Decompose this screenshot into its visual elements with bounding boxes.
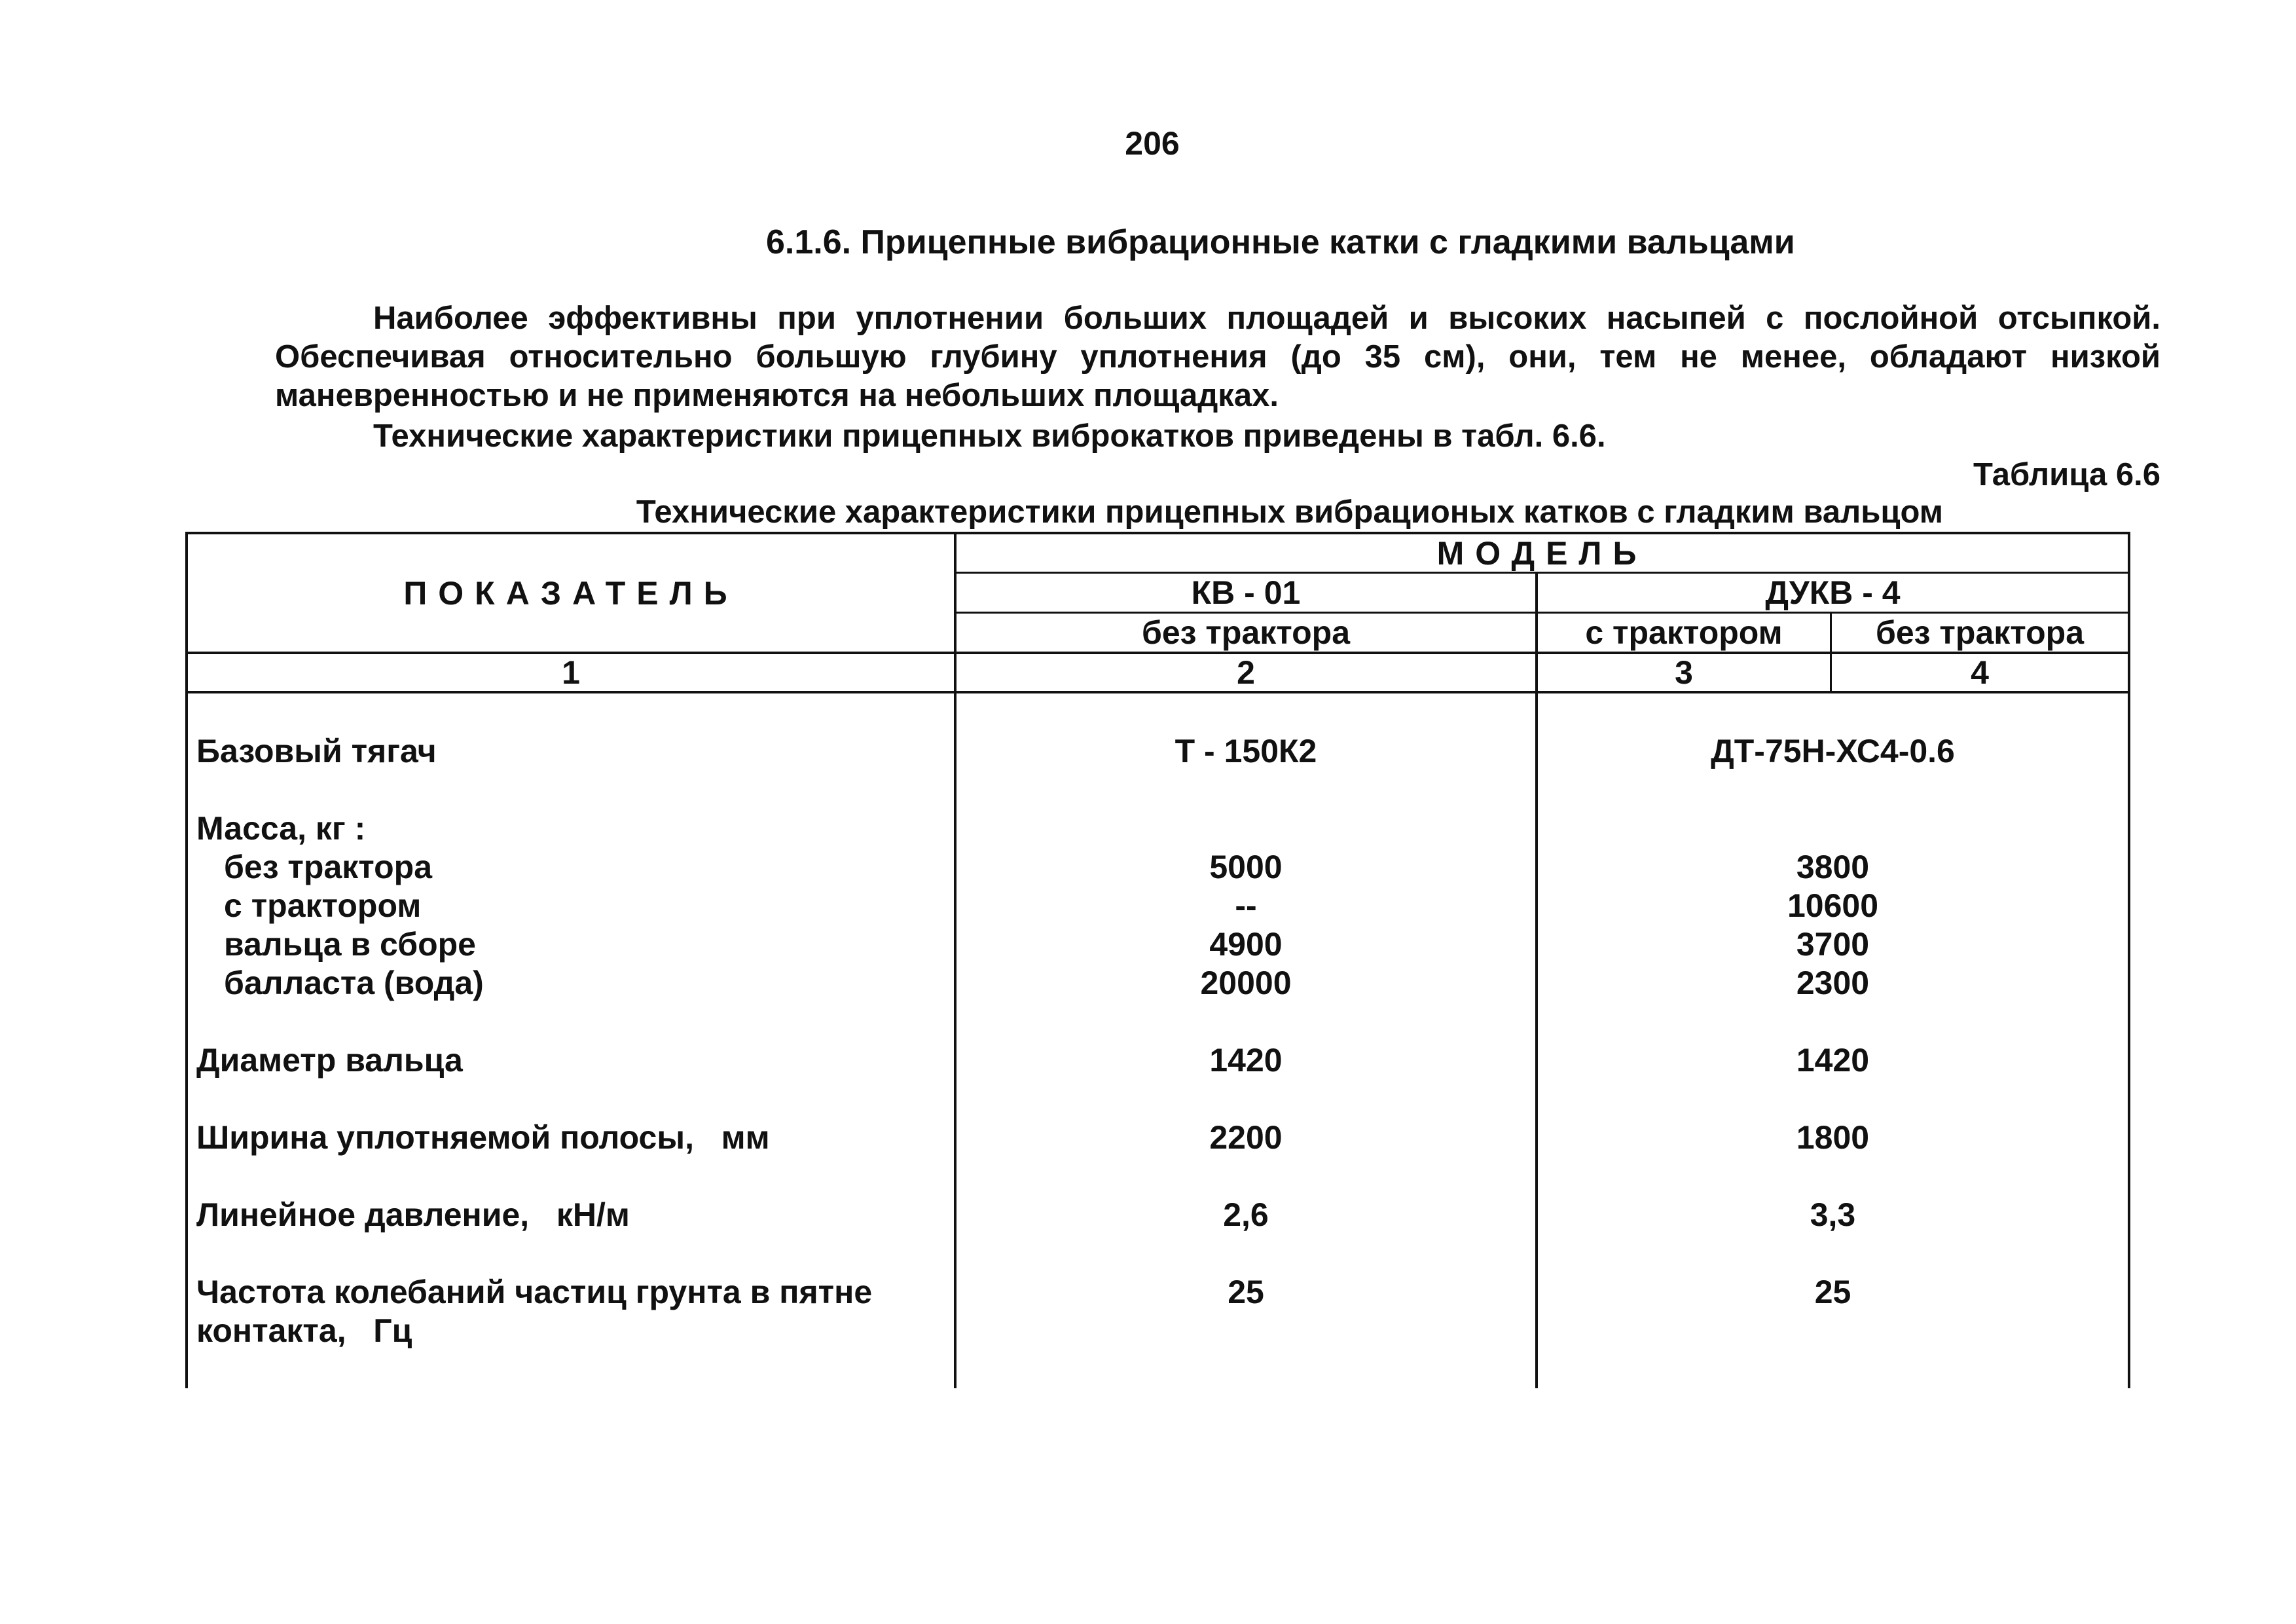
column-number-3: 3 [1675, 654, 1693, 691]
header-model: МОДЕЛЬ [1436, 534, 1648, 572]
row-label-mass-no-tractor: без трактора [224, 849, 433, 885]
header-model-kv01: КВ - 01 [1191, 574, 1301, 611]
row-label-frequency-line2: контакта, Гц [196, 1312, 412, 1349]
header-model-dukv4: ДУКВ - 4 [1765, 574, 1901, 611]
value-kv01-mass-no-tractor: 5000 [1209, 849, 1283, 885]
value-kv01-base-tractor: Т - 150К2 [1175, 733, 1317, 769]
section-heading: 6.1.6. Прицепные вибрационные катки с гладкими вальцами [766, 223, 1795, 261]
row-label-mass-ballast: балласта (вода) [224, 965, 484, 1001]
value-kv01-strip-width: 2200 [1209, 1119, 1283, 1156]
value-kv01-linear-pressure: 2,6 [1223, 1196, 1269, 1233]
value-kv01-roller-diameter: 1420 [1209, 1042, 1283, 1079]
column-number-4: 4 [1971, 654, 1989, 691]
value-kv01-mass-ballast: 20000 [1200, 965, 1292, 1001]
value-dukv4-roller-diameter: 1420 [1796, 1042, 1870, 1079]
table-caption: Таблица 6.6 [1973, 457, 2160, 492]
paragraph-reference [275, 417, 2160, 456]
paragraph-intro-text: Наиболее эффективны при уплотнении больших площадей и высоких насыпей с послойной отсыпкой. Обеспечивая относительно большую глубину уплотнения (до 35 см), они, тем не менее, обладают низкой маневренностью и не применяются на небольших площадках. [275, 301, 2160, 413]
value-dukv4-mass-no-tractor: 3800 [1796, 849, 1870, 885]
row-label-mass-heading: Масса, кг : [196, 810, 366, 847]
row-label-base-tractor: Базовый тягач [196, 733, 437, 769]
paragraph-reference-text: Технические характеристики прицепных виброкатков приведены в табл. 6.6. [373, 418, 1606, 454]
value-dukv4-base-tractor: ДТ-75Н-ХС4-0.6 [1711, 733, 1955, 769]
paragraph-intro [275, 299, 2160, 415]
row-label-linear-pressure: Линейное давление, кН/м [196, 1196, 630, 1233]
value-dukv4-frequency: 25 [1814, 1274, 1851, 1310]
value-dukv4-mass-with-tractor: 10600 [1787, 887, 1879, 924]
value-dukv4-linear-pressure: 3,3 [1810, 1196, 1856, 1233]
row-label-mass-roller: вальца в сборе [224, 926, 476, 963]
header-kv01-no-tractor: без трактора [1141, 614, 1351, 651]
header-dukv4-with-tractor: с трактором [1585, 614, 1783, 651]
row-label-roller-diameter: Диаметр вальца [196, 1042, 463, 1079]
column-number-1: 1 [562, 654, 580, 691]
table-title: Технические характеристики прицепных вибрационых катков с гладким вальцом [636, 494, 1944, 530]
value-dukv4-strip-width: 1800 [1796, 1119, 1870, 1156]
row-label-mass-with-tractor: с трактором [224, 887, 422, 924]
page-number: 206 [1125, 125, 1180, 162]
header-dukv4-no-tractor: без трактора [1875, 614, 2085, 651]
column-number-2: 2 [1237, 654, 1255, 691]
value-dukv4-mass-roller: 3700 [1796, 926, 1870, 963]
table-border-right [2128, 532, 2130, 1388]
table-rule-numbers-bottom [185, 691, 2130, 693]
header-indicator: ПОКАЗАТЕЛЬ [403, 574, 738, 612]
value-kv01-mass-with-tractor: -- [1235, 887, 1257, 924]
row-label-strip-width: Ширина уплотняемой полосы, мм [196, 1119, 770, 1156]
row-label-frequency-line1: Частота колебаний частиц грунта в пятне [196, 1274, 873, 1310]
value-kv01-frequency: 25 [1228, 1274, 1264, 1310]
value-dukv4-mass-ballast: 2300 [1796, 965, 1870, 1001]
value-kv01-mass-roller: 4900 [1209, 926, 1283, 963]
